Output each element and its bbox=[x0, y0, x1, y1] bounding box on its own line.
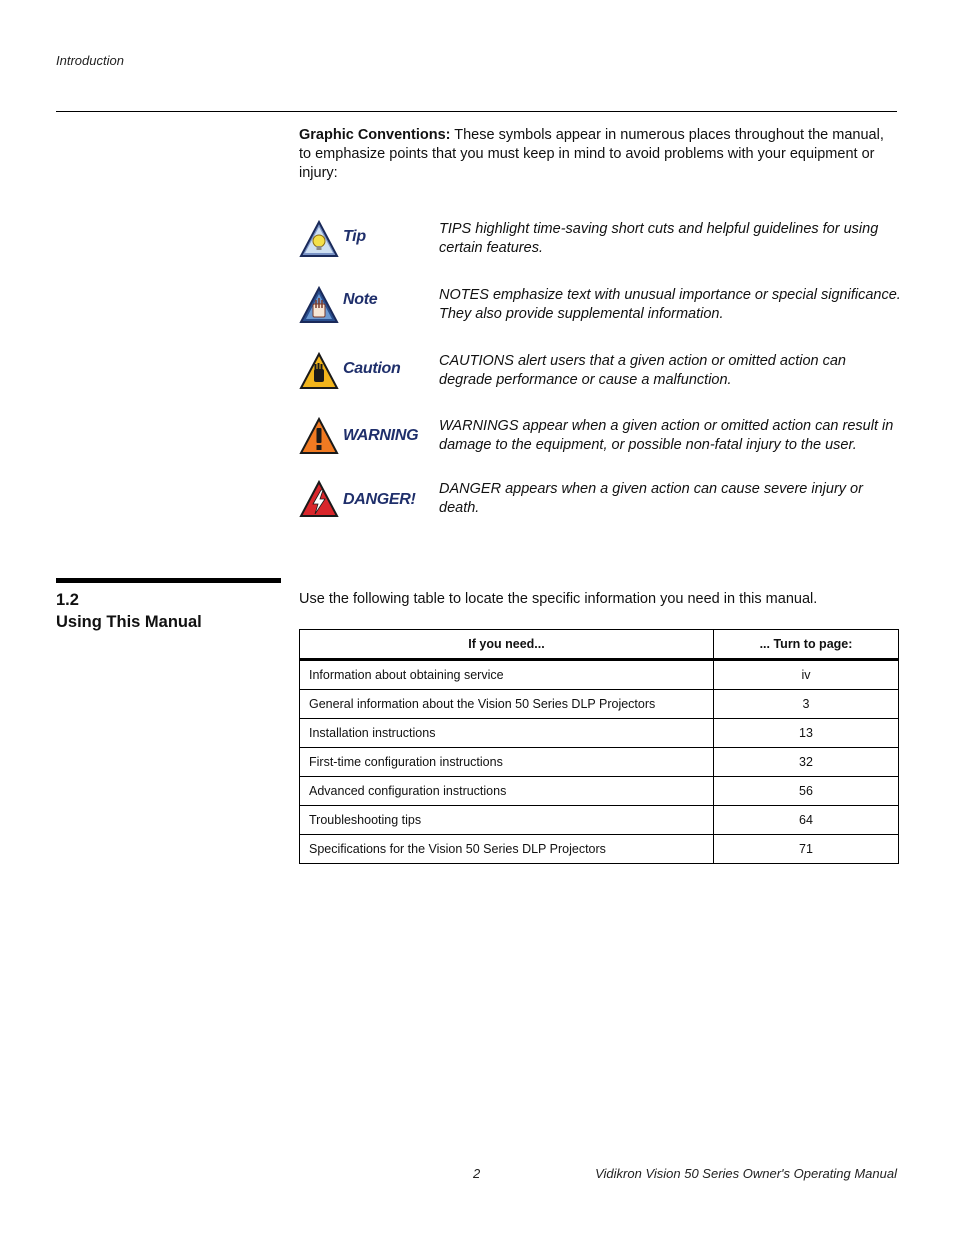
topic-cell: Advanced configuration instructions bbox=[300, 777, 714, 806]
convention-label: WARNING bbox=[343, 427, 419, 444]
page-number: 2 bbox=[473, 1166, 481, 1181]
topic-cell: Information about obtaining service bbox=[300, 660, 714, 690]
table-row bbox=[300, 690, 899, 719]
table-intro: Use the following table to locate the specific information you need in this manual. bbox=[299, 591, 818, 607]
convention-caution bbox=[299, 352, 899, 392]
caution-hand-icon bbox=[299, 352, 339, 390]
section-bar bbox=[56, 578, 281, 583]
table-row bbox=[300, 719, 899, 748]
convention-text: NOTES emphasize text with unusual importance or special significance. They also provide supplemental information. bbox=[439, 287, 901, 322]
topic-cell: Installation instructions bbox=[300, 719, 714, 748]
running-header: Introduction bbox=[56, 53, 124, 68]
convention-danger bbox=[299, 480, 899, 520]
manual-title: Vidikron Vision 50 Series Owner's Operating Manual bbox=[595, 1166, 897, 1181]
intro-text: These symbols appear in numerous places throughout the manual, to emphasize points that you must keep in mind to avoid problems with your equipment or injury: bbox=[299, 127, 884, 181]
exclamation-icon bbox=[299, 417, 339, 455]
note-hand-icon bbox=[299, 286, 339, 324]
table-row bbox=[300, 777, 899, 806]
table-row bbox=[300, 835, 899, 864]
topic-cell: First-time configuration instructions bbox=[300, 748, 714, 777]
convention-label: Note bbox=[343, 291, 378, 308]
page-locator-table bbox=[299, 629, 899, 864]
topic-cell: General information about the Vision 50 Series DLP Projectors bbox=[300, 690, 714, 719]
page-cell: 13 bbox=[714, 719, 899, 748]
page-cell: 3 bbox=[714, 690, 899, 719]
graphic-conventions-intro bbox=[299, 126, 899, 183]
convention-text: TIPS highlight time-saving short cuts and helpful guidelines for using certain features. bbox=[439, 221, 879, 256]
page-cell: 32 bbox=[714, 748, 899, 777]
intro-lead: Graphic Conventions: bbox=[299, 127, 451, 143]
page-cell: 71 bbox=[714, 835, 899, 864]
table-header-row bbox=[300, 630, 899, 660]
table-row bbox=[300, 748, 899, 777]
page-cell: 64 bbox=[714, 806, 899, 835]
convention-label: Tip bbox=[343, 228, 366, 245]
convention-text: WARNINGS appear when a given action or omitted action can result in damage to the equipment, or possible non-fatal injury to the user. bbox=[439, 418, 894, 453]
convention-label: Caution bbox=[343, 360, 401, 377]
section-title: Using This Manual bbox=[56, 613, 202, 631]
convention-note bbox=[299, 286, 899, 326]
table-row bbox=[300, 660, 899, 690]
topic-cell: Troubleshooting tips bbox=[300, 806, 714, 835]
page-cell: 56 bbox=[714, 777, 899, 806]
header-rule bbox=[56, 111, 897, 112]
page-cell: iv bbox=[714, 660, 899, 690]
convention-tip bbox=[299, 220, 899, 260]
convention-text: DANGER appears when a given action can cause severe injury or death. bbox=[439, 481, 863, 516]
header-if-you-need: If you need... bbox=[300, 630, 714, 660]
convention-text: CAUTIONS alert users that a given action or omitted action can degrade performance or cause a malfunction. bbox=[439, 353, 846, 388]
table-row bbox=[300, 806, 899, 835]
convention-label: DANGER! bbox=[343, 491, 416, 508]
header-turn-to-page: ... Turn to page: bbox=[714, 630, 899, 660]
section-number: 1.2 bbox=[56, 591, 79, 609]
convention-warning bbox=[299, 417, 899, 457]
lightbulb-icon bbox=[299, 220, 339, 258]
lightning-icon bbox=[299, 480, 339, 518]
topic-cell: Specifications for the Vision 50 Series DLP Projectors bbox=[300, 835, 714, 864]
